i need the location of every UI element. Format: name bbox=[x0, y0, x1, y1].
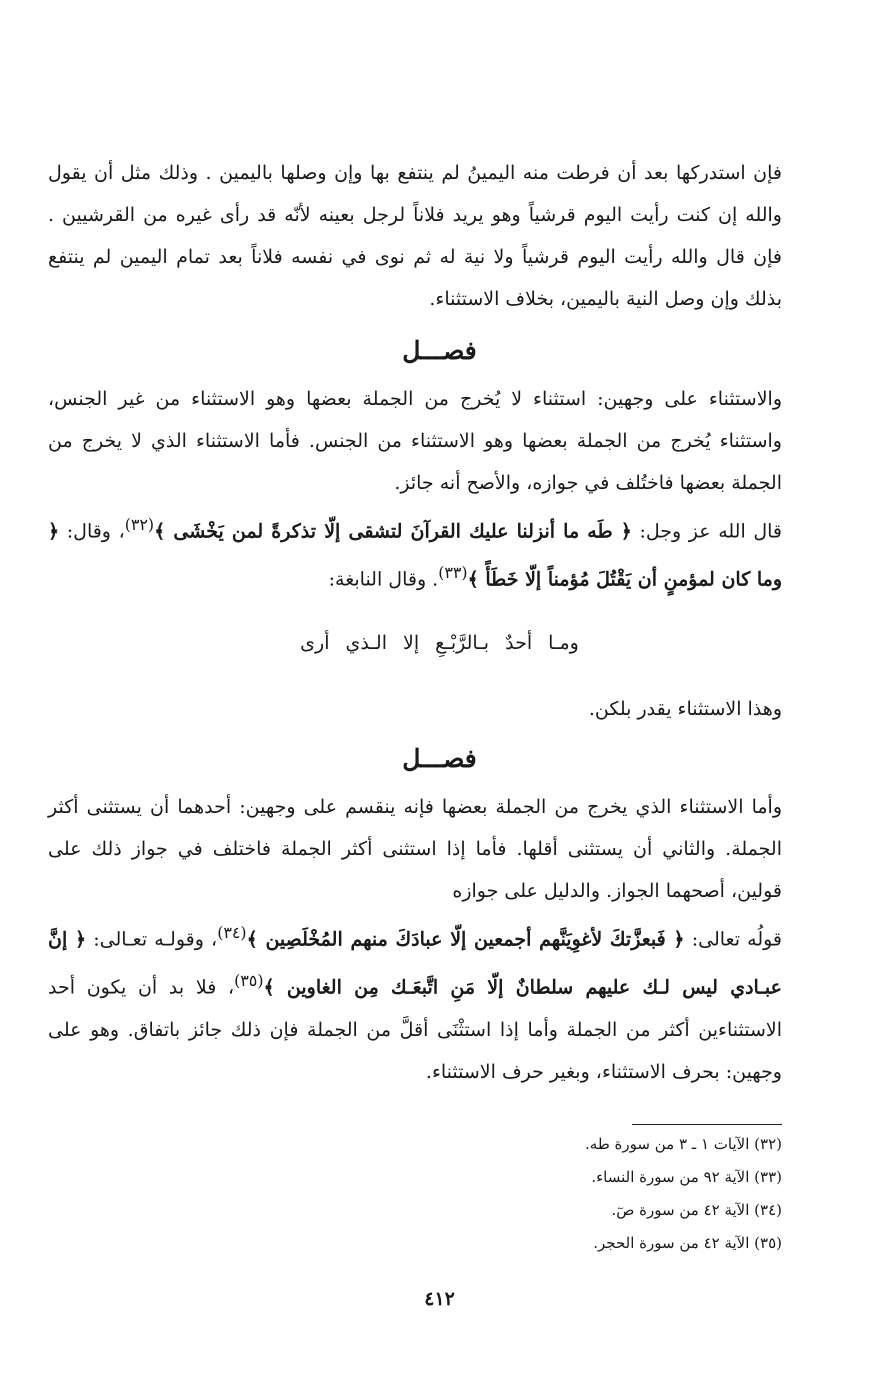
paragraph-quran-evidence bbox=[48, 504, 782, 601]
section-heading-2: فصـــل bbox=[402, 744, 477, 773]
paragraph-text: قال الله عز وجل: bbox=[639, 520, 783, 543]
footnote-item: (٣٤) الآية ٤٢ من سورة صٓ. bbox=[611, 1201, 782, 1219]
poetry-verse: ومـا أحدٌ بـالرَّبْـعِ إلا الـذي أرى bbox=[300, 632, 579, 654]
paragraph-quran-evidence-2 bbox=[48, 912, 782, 1093]
footnote-ref: (٣٢) bbox=[124, 515, 155, 534]
footnotes-list bbox=[400, 1128, 782, 1260]
footnote-ref: (٣٥) bbox=[234, 971, 264, 991]
paragraph-text: . وقال النابغة: bbox=[328, 568, 439, 591]
paragraph-note: وهذا الاستثناء يقدر بلكن. bbox=[588, 698, 782, 720]
quran-quote: ﴿ وما كان لمؤمنٍ أن يَقْتُلَ مُؤمناً إلّا خَطَأً ﴾ bbox=[48, 520, 782, 591]
paragraph-exception-types: والاستثناء على وجهين: استثناء لا يُخرج من الجملة بعضها وهو الاستثناء من غير الجنس، واستثناء يُخرج من الجملة بعضها وهو الاستثناء من الجنس. فأما الاستثناء الذي لا يخرج من الجملة بعضها فاختُلف في جوازه، والأصح أنه جائز. bbox=[48, 388, 782, 494]
footnote-ref: (٣٣) bbox=[438, 563, 468, 583]
paragraph-text: قولُه تعالى: bbox=[691, 928, 783, 951]
quran-quote: ﴿ طَه ما أنزلنا عليك القرآنَ لتشقى إلّا تذكرةً لمن يَخْشَى ﴾ bbox=[154, 520, 632, 543]
quran-quote: ﴿ فَبعزَّتكَ لأغوِيَنَّهم أجمعين إلّا عبادَكَ منهم المُخْلَصِين ﴾ bbox=[246, 928, 685, 951]
footnote-divider bbox=[632, 1124, 782, 1125]
paragraph-intro: فإن استدركها بعد أن فرطت منه اليمينُ لم ينتفع بها وإن وصلها باليمين . وذلك مثل أن يقول والله إن كنت رأيت اليوم قرشياً وهو يريد فلاناً لرجل بعينه لأنّه قد رأى غيره من القرشيين . فإن قال والله رأيت اليوم قرشياً ولا نية له ثم نوى في نفسه فلاناً بعد تمام اليمين لم ينتفع بذلك وإن وصل النية باليمين، بخلاف الاستثناء. bbox=[48, 162, 783, 310]
footnote-item: (٣٣) الآية ٩٢ من سورة النساء. bbox=[591, 1168, 782, 1186]
footnote-ref: (٣٤) bbox=[217, 923, 247, 942]
paragraph-text: ، فلا بد أن يكون أحد الاستثناءين أكثر من الجملة وأما إذا استثْنَى أقلَّ من الجملة فإن ذلك جائز باتفاق. وهو على وجهين: بحرف الاستثناء، وبغير حرف الاستثناء. bbox=[48, 976, 782, 1083]
footnote-item: (٣٢) الآيات ١ ـ ٣ من سورة طه. bbox=[585, 1135, 782, 1153]
paragraph-majority-exception: وأما الاستثناء الذي يخرج من الجملة بعضها فإنه ينقسم على وجهين: أحدهما أن يستثنى أكثر الجملة. والثاني أن يستثنى أقلها. فأما إذا استثنى أكثر الجملة فاختلف في جواز ذلك على قولين، أصحهما الجواز. والدليل على جوازه bbox=[48, 796, 782, 902]
section-heading-1: فصـــل bbox=[402, 336, 477, 365]
paragraph-text: ، وقولـه تعـالى: bbox=[93, 928, 218, 951]
quran-quote: ﴿ إنَّ عبـادي ليس لـك عليهم سلطانٌ إلّا مَنِ اتَّبعَـك مِن الغاوين ﴾ bbox=[48, 928, 782, 999]
paragraph-text: ، وقال: bbox=[66, 520, 125, 543]
page-number: ٤١٢ bbox=[424, 1288, 455, 1310]
footnote-item: (٣٥) الآية ٤٢ من سورة الحجر. bbox=[593, 1234, 782, 1252]
